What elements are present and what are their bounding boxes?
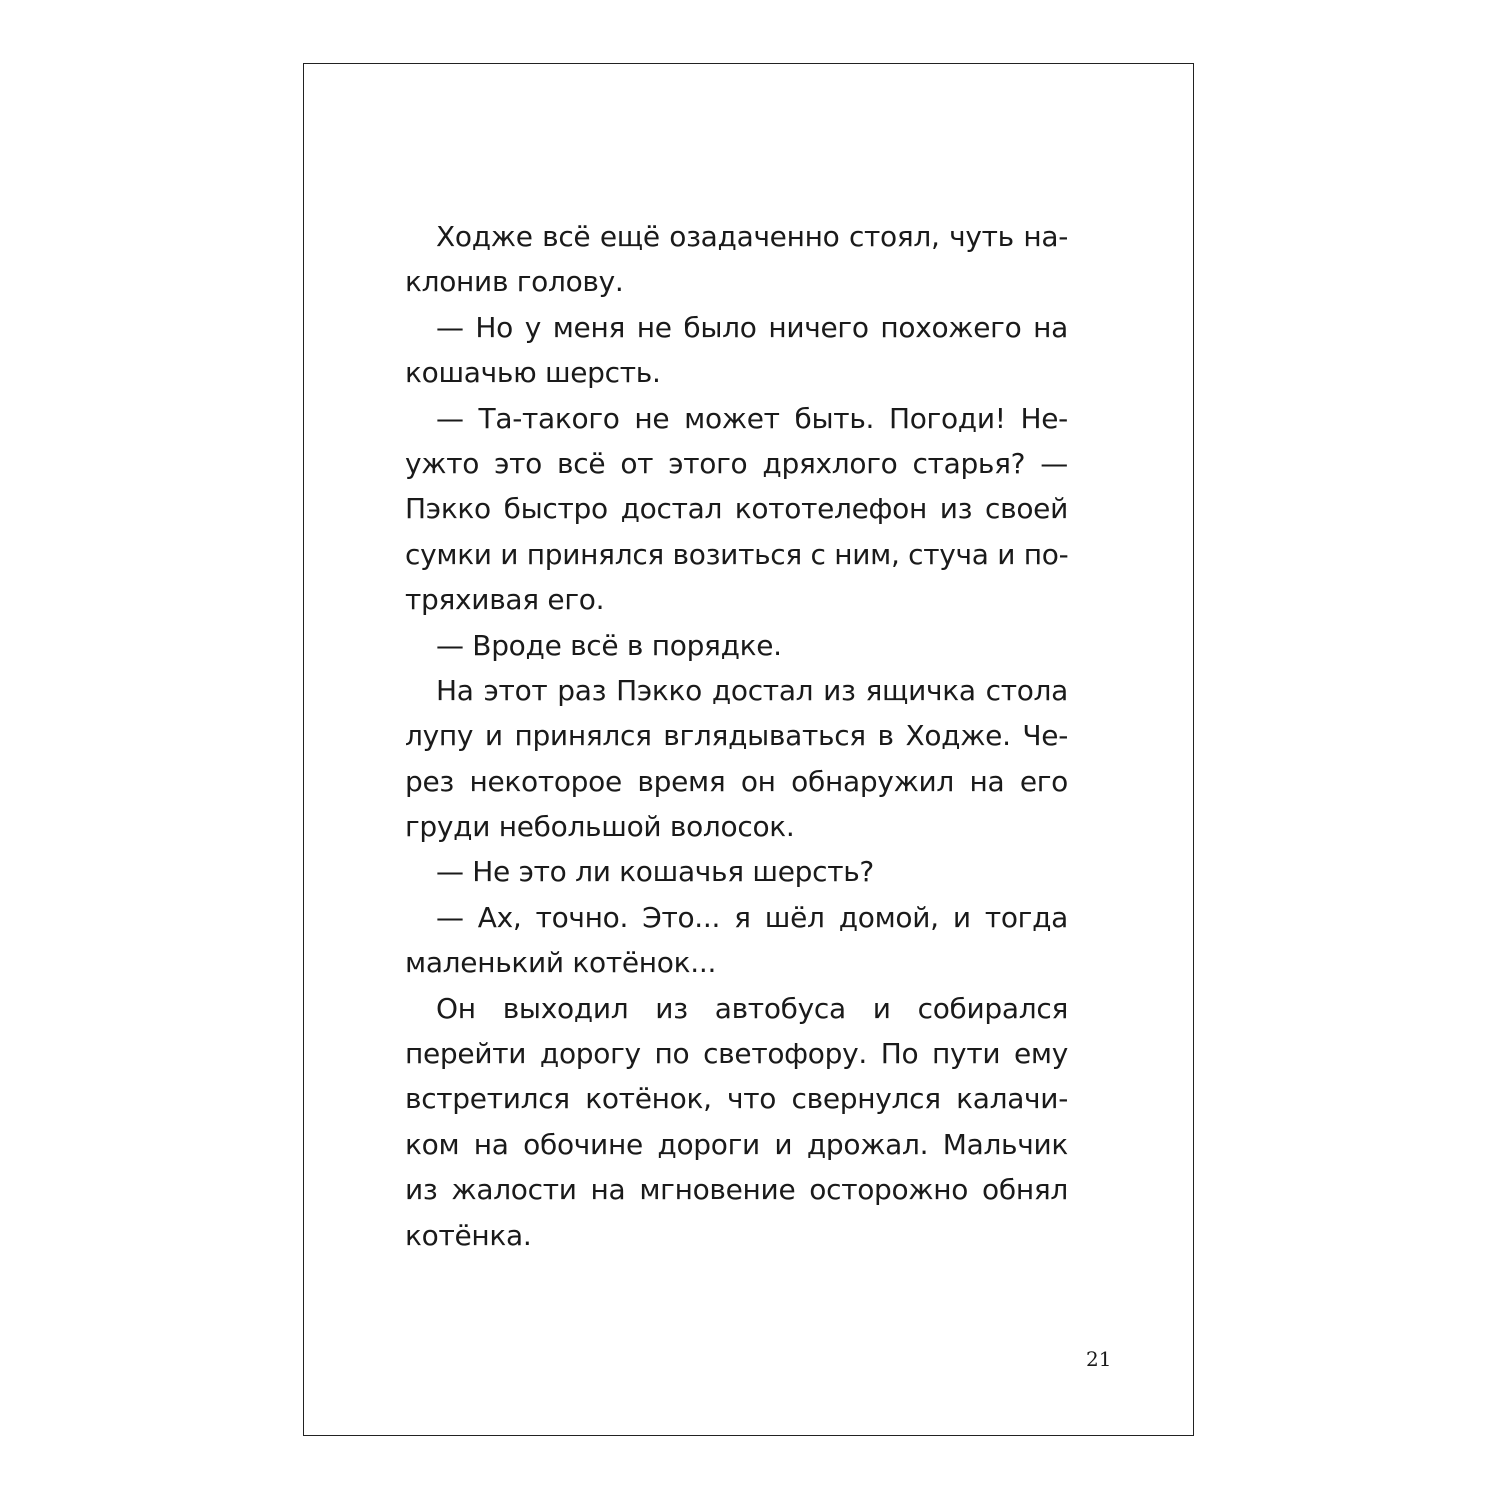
- text-line: встретился котёнок, что свернулся калачи-: [405, 1082, 1068, 1116]
- text-line: маленький котёнок...: [405, 946, 717, 980]
- text-line: ужто это всё от этого дряхлого старья? —: [405, 446, 1068, 480]
- text-line: — Та-такого не может быть. Погоди! Не-: [436, 401, 1068, 435]
- text-line: — Не это ли кошачья шерсть?: [436, 855, 874, 889]
- text-line: кошачью шерсть.: [405, 356, 661, 390]
- text-line: клонив голову.: [405, 265, 624, 299]
- page-number: 21: [1086, 1347, 1112, 1371]
- text-line: На этот раз Пэкко достал из ящичка стола: [436, 673, 1068, 707]
- text-line: котёнка.: [405, 1218, 532, 1252]
- text-line: ком на обочине дороги и дрожал. Мальчик: [405, 1127, 1068, 1161]
- text-line: сумки и принялся возиться с ним, стуча и по-: [405, 537, 1069, 571]
- text-line: Пэкко быстро достал кототелефон из своей: [405, 492, 1068, 526]
- text-line: Он выходил из автобуса и собирался: [436, 991, 1068, 1025]
- text-line: — Ах, точно. Это... я шёл домой, и тогда: [436, 900, 1068, 934]
- text-line: — Но у меня не было ничего похожего на: [436, 310, 1068, 344]
- text-line: лупу и принялся вглядываться в Ходже. Че-: [405, 719, 1068, 753]
- text-line: рез некоторое время он обнаружил на его: [405, 764, 1068, 798]
- text-line: Ходже всё ещё озадаченно стоял, чуть на-: [436, 220, 1068, 253]
- text-line: — Вроде всё в порядке.: [436, 628, 782, 662]
- text-line: из жалости на мгновение осторожно обнял: [405, 1173, 1068, 1207]
- book-page: [303, 63, 1194, 1436]
- body-text: [405, 214, 1068, 1258]
- text-line: груди небольшой волосок.: [405, 810, 795, 844]
- text-line: тряхивая его.: [405, 583, 605, 617]
- text-line: перейти дорогу по светофору. По пути ему: [405, 1037, 1068, 1071]
